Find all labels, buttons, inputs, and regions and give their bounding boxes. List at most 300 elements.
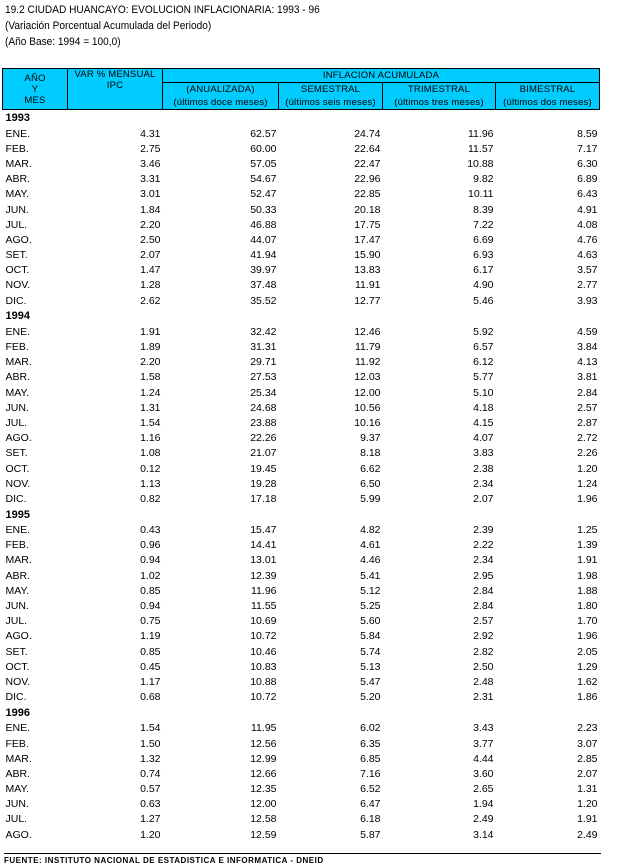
value-cell: 12.77 (354, 294, 381, 307)
table-row (3, 553, 600, 568)
header-year-line3: MES (24, 94, 46, 106)
table-row (3, 598, 600, 613)
value-cell: 2.20 (140, 356, 161, 369)
value-cell: 1.20 (140, 828, 161, 841)
month-cell: DIC. (5, 691, 27, 704)
value-cell: 4.13 (577, 356, 598, 369)
value-cell: 0.82 (140, 492, 161, 505)
month-cell: ENE. (5, 127, 31, 140)
value-cell: 4.31 (140, 127, 161, 140)
value-cell: 8.39 (473, 203, 494, 216)
value-cell: 2.23 (577, 722, 598, 735)
value-cell: 6.02 (360, 722, 381, 735)
value-cell: 11.92 (355, 356, 381, 369)
value-cell: 5.99 (360, 492, 381, 505)
table-row (3, 385, 600, 400)
table-row (3, 476, 600, 491)
value-cell: 9.37 (360, 432, 381, 445)
value-cell: 14.41 (250, 539, 277, 552)
value-cell: 46.88 (250, 218, 277, 231)
table-row (3, 736, 600, 751)
value-cell: 1.58 (140, 371, 161, 384)
value-cell: 12.66 (250, 767, 277, 780)
month-cell: MAR. (5, 752, 32, 765)
value-cell: 3.81 (577, 371, 598, 384)
value-cell: 3.60 (473, 767, 494, 780)
value-cell: 10.56 (354, 401, 381, 414)
value-cell: 4.63 (577, 249, 598, 262)
value-cell: 5.84 (360, 630, 381, 643)
year-row (3, 110, 600, 127)
value-cell: 2.31 (473, 691, 494, 704)
value-cell: 17.75 (354, 218, 381, 231)
value-cell: 0.57 (140, 783, 161, 796)
value-cell: 39.97 (250, 264, 277, 277)
value-cell: 2.34 (473, 554, 494, 567)
value-cell: 1.16 (140, 432, 161, 445)
value-cell: 20.18 (354, 203, 381, 216)
value-cell: 0.68 (140, 691, 161, 704)
header-var-line1: VAR % MENSUAL (74, 69, 156, 80)
table-row (3, 446, 600, 461)
value-cell: 2.49 (473, 813, 494, 826)
value-cell: 4.07 (473, 432, 494, 445)
value-cell: 5.12 (360, 584, 381, 597)
header-year-line1: AÑO (24, 72, 46, 84)
monthly-var-header (68, 69, 163, 110)
value-cell: 12.00 (250, 798, 277, 811)
value-cell: 5.10 (473, 386, 494, 399)
value-cell: 10.72 (250, 691, 277, 704)
value-cell: 12.39 (250, 569, 277, 582)
table-row (3, 629, 600, 644)
value-cell: 0.63 (140, 798, 161, 811)
month-cell: OCT. (5, 660, 30, 673)
value-cell: 0.43 (140, 524, 161, 537)
value-cell: 13.83 (354, 264, 381, 277)
month-cell: NOV. (5, 477, 31, 490)
year-label: 1996 (5, 706, 30, 719)
value-cell: 23.88 (250, 416, 277, 429)
value-cell: 2.75 (140, 142, 161, 155)
value-cell: 6.47 (360, 798, 381, 811)
accumulated-inflation-header: INFLACION ACUMULADA (163, 69, 600, 83)
value-cell: 6.18 (360, 813, 381, 826)
value-cell: 6.57 (473, 341, 494, 354)
value-cell: 1.47 (140, 264, 161, 277)
month-cell: ABR. (5, 371, 31, 384)
table-header (3, 69, 600, 110)
value-cell: 0.96 (140, 539, 161, 552)
annualized-header: (ANUALIZADA) (163, 83, 279, 97)
value-cell: 10.16 (354, 416, 381, 429)
table-row (3, 126, 600, 141)
value-cell: 7.16 (360, 767, 381, 780)
value-cell: 6.85 (360, 752, 381, 765)
value-cell: 1.20 (577, 798, 598, 811)
value-cell: 9.82 (473, 173, 494, 186)
value-cell: 29.71 (250, 356, 277, 369)
value-cell: 22.47 (354, 157, 381, 170)
value-cell: 2.22 (473, 539, 494, 552)
value-cell: 11.91 (355, 279, 381, 292)
source-footer: FUENTE: INSTITUTO NACIONAL DE ESTADISTICA E INFORMATICA - DNEID (4, 853, 601, 865)
year-label: 1995 (5, 508, 30, 521)
month-cell: SET. (5, 447, 28, 460)
table-row (3, 172, 600, 187)
month-cell: JUN. (5, 401, 29, 414)
month-cell: MAR. (5, 157, 32, 170)
value-cell: 0.75 (140, 615, 161, 628)
value-cell: 5.87 (360, 828, 381, 841)
value-cell: 1.25 (577, 524, 598, 537)
value-cell: 2.84 (473, 600, 494, 613)
month-cell: JUL. (5, 615, 28, 628)
value-cell: 2.50 (140, 233, 161, 246)
value-cell: 1.28 (140, 279, 161, 292)
value-cell: 2.26 (577, 447, 598, 460)
value-cell: 12.03 (354, 371, 381, 384)
value-cell: 37.48 (250, 279, 277, 292)
value-cell: 1.24 (577, 477, 598, 490)
value-cell: 10.88 (467, 157, 494, 170)
value-cell: 5.77 (473, 371, 494, 384)
value-cell: 6.30 (577, 157, 598, 170)
value-cell: 2.72 (577, 432, 598, 445)
value-cell: 1.29 (577, 660, 598, 673)
value-cell: 2.87 (577, 416, 598, 429)
value-cell: 6.17 (473, 264, 494, 277)
value-cell: 7.22 (473, 218, 494, 231)
table-row (3, 751, 600, 766)
table-row (3, 324, 600, 339)
value-cell: 1.91 (577, 554, 598, 567)
value-cell: 4.61 (360, 539, 381, 552)
value-cell: 10.83 (250, 660, 277, 673)
value-cell: 2.62 (140, 294, 161, 307)
month-cell: FEB. (5, 341, 29, 354)
value-cell: 1.54 (140, 416, 161, 429)
table-row (3, 812, 600, 827)
value-cell: 5.92 (473, 325, 494, 338)
value-cell: 50.33 (250, 203, 277, 216)
table-row (3, 674, 600, 689)
value-cell: 4.76 (577, 233, 598, 246)
month-cell: MAY. (5, 584, 30, 597)
value-cell: 1.17 (140, 675, 161, 688)
value-cell: 57.05 (250, 157, 277, 170)
value-cell: 1.31 (140, 401, 161, 414)
value-cell: 10.11 (468, 188, 494, 201)
value-cell: 6.12 (473, 356, 494, 369)
value-cell: 4.44 (473, 752, 494, 765)
semestral-unit: (últimos seis meses) (279, 96, 383, 110)
header-year-line2: Y (31, 83, 39, 95)
month-cell: ABR. (5, 569, 31, 582)
month-cell: FEB. (5, 737, 29, 750)
value-cell: 5.47 (360, 675, 381, 688)
value-cell: 1.89 (140, 341, 161, 354)
value-cell: 12.58 (250, 813, 277, 826)
year-row (3, 308, 600, 324)
trimestral-header: TRIMESTRAL (383, 83, 496, 97)
table-row (3, 797, 600, 812)
value-cell: 24.68 (250, 401, 277, 414)
annualized-unit: (últimos doce meses) (163, 96, 279, 110)
value-cell: 1.50 (140, 737, 161, 750)
value-cell: 1.80 (577, 600, 598, 613)
table-row (3, 339, 600, 354)
value-cell: 1.86 (577, 691, 598, 704)
value-cell: 1.27 (140, 813, 161, 826)
value-cell: 7.17 (577, 142, 598, 155)
value-cell: 2.57 (577, 401, 598, 414)
value-cell: 22.64 (354, 142, 381, 155)
table-row (3, 156, 600, 171)
value-cell: 35.52 (250, 294, 277, 307)
value-cell: 4.46 (360, 554, 381, 567)
value-cell: 22.96 (354, 173, 381, 186)
value-cell: 12.59 (250, 828, 277, 841)
table-row (3, 248, 600, 263)
value-cell: 6.62 (360, 462, 381, 475)
value-cell: 5.74 (360, 645, 381, 658)
value-cell: 1.70 (577, 615, 598, 628)
base-year-note: (Año Base: 1994 = 100,0) (5, 36, 121, 48)
value-cell: 5.13 (360, 660, 381, 673)
table-row (3, 583, 600, 598)
value-cell: 27.53 (250, 371, 277, 384)
value-cell: 1.96 (577, 492, 598, 505)
value-cell: 0.12 (140, 462, 161, 475)
value-cell: 1.54 (140, 722, 161, 735)
value-cell: 2.84 (473, 584, 494, 597)
value-cell: 12.35 (250, 783, 277, 796)
value-cell: 2.84 (577, 386, 598, 399)
month-cell: JUN. (5, 203, 29, 216)
value-cell: 6.50 (360, 477, 381, 490)
value-cell: 11.96 (468, 127, 494, 140)
value-cell: 4.91 (577, 203, 598, 216)
month-cell: MAR. (5, 554, 32, 567)
value-cell: 3.01 (140, 188, 161, 201)
value-cell: 3.93 (577, 294, 598, 307)
month-cell: MAY. (5, 188, 30, 201)
value-cell: 22.85 (354, 188, 381, 201)
value-cell: 2.49 (577, 828, 598, 841)
value-cell: 17.47 (354, 233, 381, 246)
value-cell: 15.90 (354, 249, 381, 262)
table-row (3, 202, 600, 217)
month-cell: ABR. (5, 173, 31, 186)
table-row (3, 644, 600, 659)
value-cell: 2.50 (473, 660, 494, 673)
value-cell: 1.32 (140, 752, 161, 765)
month-cell: FEB. (5, 142, 29, 155)
value-cell: 2.85 (577, 752, 598, 765)
value-cell: 0.94 (140, 600, 161, 613)
trimestral-unit: (últimos tres meses) (383, 96, 496, 110)
value-cell: 0.85 (140, 584, 161, 597)
table-row (3, 370, 600, 385)
table-row (3, 491, 600, 506)
table-row (3, 400, 600, 415)
table-row (3, 766, 600, 781)
value-cell: 1.88 (577, 584, 598, 597)
value-cell: 52.47 (250, 188, 277, 201)
table-row (3, 293, 600, 308)
value-cell: 25.34 (250, 386, 277, 399)
month-cell: JUL. (5, 813, 28, 826)
value-cell: 3.57 (577, 264, 598, 277)
value-cell: 6.35 (360, 737, 381, 750)
value-cell: 1.08 (140, 447, 161, 460)
table-row (3, 827, 600, 842)
value-cell: 2.07 (473, 492, 494, 505)
header-var-line2: IPC (106, 80, 124, 91)
value-cell: 2.92 (473, 630, 494, 643)
month-cell: OCT. (5, 462, 30, 475)
value-cell: 1.39 (577, 539, 598, 552)
month-cell: NOV. (5, 675, 31, 688)
table-row (3, 232, 600, 247)
value-cell: 60.00 (250, 142, 277, 155)
value-cell: 4.15 (473, 416, 494, 429)
value-cell: 1.84 (140, 203, 161, 216)
table-row (3, 538, 600, 553)
value-cell: 24.74 (354, 127, 381, 140)
value-cell: 11.55 (251, 600, 277, 613)
value-cell: 2.38 (473, 462, 494, 475)
value-cell: 3.77 (473, 737, 494, 750)
value-cell: 10.88 (250, 675, 277, 688)
value-cell: 0.94 (140, 554, 161, 567)
value-cell: 5.20 (360, 691, 381, 704)
value-cell: 31.31 (250, 341, 277, 354)
value-cell: 0.45 (140, 660, 161, 673)
value-cell: 6.43 (577, 188, 598, 201)
value-cell: 12.00 (354, 386, 381, 399)
value-cell: 1.31 (577, 783, 598, 796)
value-cell: 1.98 (577, 569, 598, 582)
value-cell: 2.95 (473, 569, 494, 582)
month-cell: SET. (5, 249, 28, 262)
value-cell: 19.28 (250, 477, 277, 490)
table-subtitle: (Variación Porcentual Acumulada del Periodo) (5, 20, 212, 32)
value-cell: 2.05 (577, 645, 598, 658)
value-cell: 17.18 (250, 492, 277, 505)
value-cell: 10.72 (250, 630, 277, 643)
value-cell: 2.34 (473, 477, 494, 490)
year-month-header (3, 69, 68, 110)
value-cell: 11.57 (468, 142, 494, 155)
value-cell: 6.52 (360, 783, 381, 796)
table-body (3, 110, 600, 843)
value-cell: 5.25 (360, 600, 381, 613)
bimestral-header: BIMESTRAL (496, 83, 600, 97)
month-cell: AGO. (5, 432, 32, 445)
year-row (3, 705, 600, 721)
month-cell: ENE. (5, 722, 31, 735)
month-cell: AGO. (5, 828, 32, 841)
table-row (3, 278, 600, 293)
table-row (3, 659, 600, 674)
value-cell: 41.94 (250, 249, 277, 262)
value-cell: 2.20 (140, 218, 161, 231)
month-cell: JUL. (5, 416, 28, 429)
month-cell: ENE. (5, 524, 31, 537)
value-cell: 11.79 (355, 341, 381, 354)
value-cell: 12.99 (250, 752, 277, 765)
value-cell: 2.07 (140, 249, 161, 262)
value-cell: 1.02 (140, 569, 161, 582)
value-cell: 3.43 (473, 722, 494, 735)
value-cell: 10.46 (250, 645, 277, 658)
value-cell: 1.13 (140, 477, 161, 490)
month-cell: AGO. (5, 233, 32, 246)
value-cell: 2.48 (473, 675, 494, 688)
value-cell: 12.56 (250, 737, 277, 750)
inflation-table (2, 68, 600, 842)
table-row (3, 141, 600, 156)
table-row (3, 614, 600, 629)
value-cell: 11.95 (251, 722, 277, 735)
table-title: 19.2 CIUDAD HUANCAYO: EVOLUCION INFLACIONARIA: 1993 - 96 (5, 4, 320, 16)
value-cell: 3.07 (577, 737, 598, 750)
value-cell: 11.96 (251, 584, 277, 597)
value-cell: 3.83 (473, 447, 494, 460)
value-cell: 6.69 (473, 233, 494, 246)
month-cell: DIC. (5, 294, 27, 307)
value-cell: 4.18 (473, 401, 494, 414)
month-cell: AGO. (5, 630, 32, 643)
year-label: 1994 (5, 310, 30, 323)
value-cell: 1.91 (140, 325, 161, 338)
month-cell: NOV. (5, 279, 31, 292)
value-cell: 13.01 (250, 554, 277, 567)
value-cell: 6.93 (473, 249, 494, 262)
value-cell: 5.60 (360, 615, 381, 628)
value-cell: 1.24 (140, 386, 161, 399)
table-row (3, 568, 600, 583)
semestral-header: SEMESTRAL (279, 83, 383, 97)
value-cell: 0.74 (140, 767, 161, 780)
value-cell: 8.59 (577, 127, 598, 140)
value-cell: 3.46 (140, 157, 161, 170)
year-label: 1993 (5, 112, 30, 124)
value-cell: 6.89 (577, 173, 598, 186)
table-row (3, 782, 600, 797)
value-cell: 12.46 (354, 325, 381, 338)
table-row (3, 461, 600, 476)
table-row (3, 523, 600, 538)
table-row (3, 263, 600, 278)
bimestral-unit: (últimos dos meses) (496, 96, 600, 110)
month-cell: SET. (5, 645, 28, 658)
value-cell: 10.69 (250, 615, 277, 628)
month-cell: DIC. (5, 492, 27, 505)
month-cell: MAY. (5, 386, 30, 399)
value-cell: 5.41 (360, 569, 381, 582)
value-cell: 1.91 (577, 813, 598, 826)
month-cell: JUL. (5, 218, 28, 231)
value-cell: 2.65 (473, 783, 494, 796)
value-cell: 4.90 (473, 279, 494, 292)
value-cell: 0.85 (140, 645, 161, 658)
value-cell: 3.84 (577, 341, 598, 354)
value-cell: 2.07 (577, 767, 598, 780)
table-row (3, 217, 600, 232)
